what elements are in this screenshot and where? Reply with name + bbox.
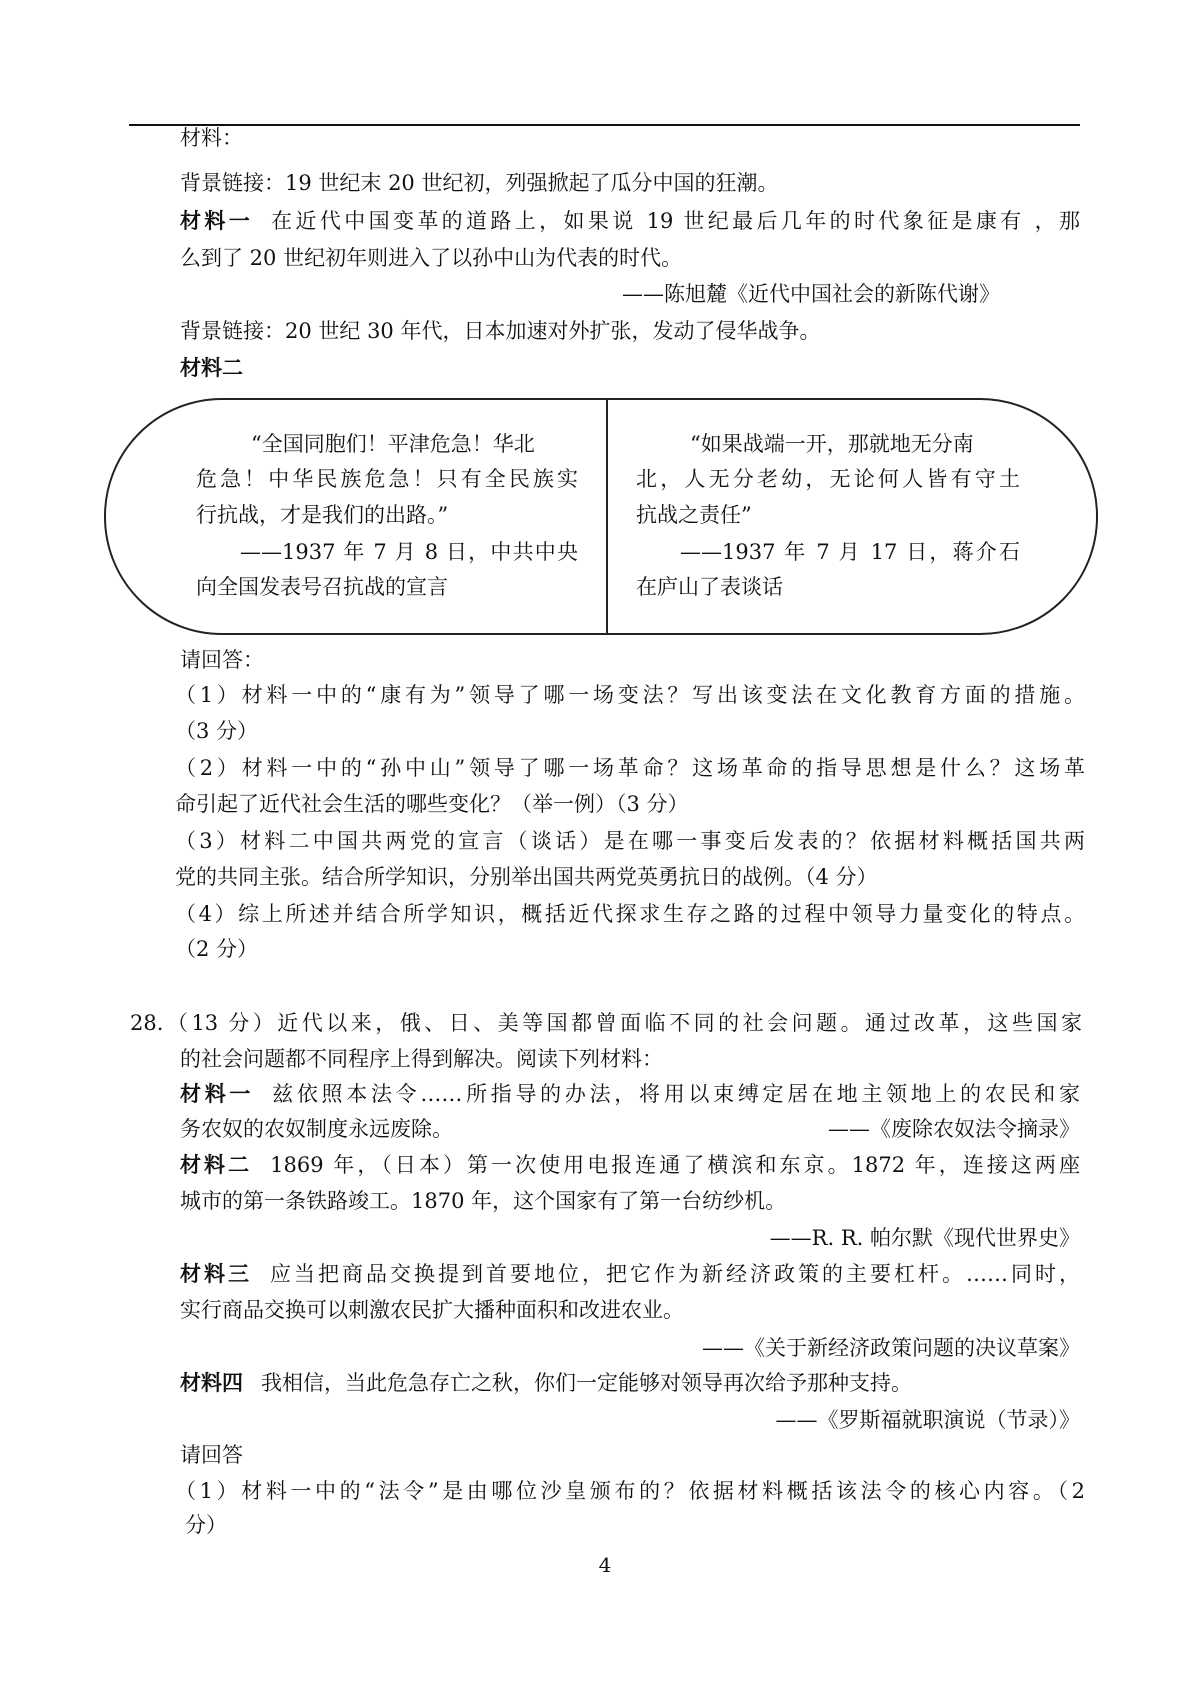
q27-material1-source <box>560 276 1000 312</box>
q27-material2-left-3 <box>240 534 578 570</box>
line-text: ——《废除农奴法令摘录》 <box>828 1117 1080 1141</box>
material-label: 材料一 <box>180 1082 255 1106</box>
q28-material2-lines-0 <box>180 1147 1080 1183</box>
q28-material1-lines-0 <box>180 1076 1080 1112</box>
q27-material2-right-3 <box>680 534 1020 570</box>
line-text: 么到了 20 世纪初年则进入了以孙中山为代表的时代。 <box>180 246 683 270</box>
line-text: 在近代中国变革的道路上，如果说 19 世纪最后几年的时代象征是康有 ，那 <box>271 209 1080 233</box>
q27-questions-1 <box>175 713 1080 749</box>
page-number: 4 <box>598 1553 612 1577</box>
line-text: （1）材料一中的“法令”是由哪位沙皇颁布的？依据材料概括该法令的核心内容。（2 <box>175 1479 1085 1503</box>
line-text: 北，人无分老幼，无论何人皆有守土 <box>636 467 1020 491</box>
material-label: 材料三 <box>180 1262 252 1286</box>
line-text: ——《罗斯福就职演说（节录）》 <box>775 1408 1080 1432</box>
line-text: （4）综上所述并结合所学知识，概括近代探求生存之路的过程中领导力量变化的特点。 <box>175 902 1085 926</box>
line-text: 抗战之责任” <box>636 503 752 527</box>
line-text: 危急！中华民族危急！只有全民族实 <box>196 467 578 491</box>
line-text: 的社会问题都不同程序上得到解决。阅读下列材料： <box>180 1047 663 1071</box>
line-text: 背景链接：20 世纪 30 年代，日本加速对外扩张，发动了侵华战争。 <box>180 319 821 343</box>
q27-material2-right-1 <box>636 461 1020 497</box>
q27-material2-left-2 <box>196 497 578 533</box>
q27-material2-left-1 <box>196 461 578 497</box>
line-text: 务农奴的农奴制度永远废除。 <box>180 1117 453 1141</box>
line-text: 在庐山了表谈话 <box>636 575 783 599</box>
q27-questions-5 <box>175 859 1080 895</box>
q27-materials_heading <box>180 120 1080 156</box>
q28-material2-lines-1 <box>180 1183 1080 1219</box>
line-text: （2）材料一中的“孙中山”领导了哪一场革命？这场革命的指导思想是什么？这场革 <box>175 756 1085 780</box>
q27-background1 <box>180 165 1080 201</box>
q27-questions-7 <box>175 931 1080 967</box>
q27-material2-left-4 <box>196 569 578 605</box>
material-label: 材料四 <box>180 1371 243 1395</box>
q27-questions-4 <box>175 823 1085 859</box>
q27-material2-right-4 <box>636 569 1020 605</box>
line-text: 材料二 <box>180 356 243 380</box>
q27-questions-3 <box>175 786 1080 822</box>
line-text: 向全国发表号召抗战的宣言 <box>196 575 448 599</box>
line-text: （2 分） <box>175 937 259 961</box>
q28-material3-source <box>600 1330 1080 1366</box>
q28-intro-1 <box>180 1041 1080 1077</box>
material1-line <box>180 203 1080 239</box>
q27-questions-0 <box>175 677 1085 713</box>
q27-material2-left-0 <box>251 426 578 462</box>
q27-material2-label <box>180 350 1080 386</box>
q28-questions-1 <box>185 1507 1080 1543</box>
q27-material2-right-0 <box>690 426 1020 462</box>
q28-material4-source <box>600 1402 1080 1438</box>
line-text: ——1937 年 7 月 17 日，蒋介石 <box>680 540 1020 564</box>
q27-prompt <box>180 642 1080 678</box>
line-text: 分） <box>185 1513 227 1537</box>
q28-intro-0 <box>130 1005 1082 1041</box>
material-label: 材料二 <box>180 1153 253 1177</box>
q28-material1-source <box>700 1111 1080 1147</box>
q28-questions-0 <box>175 1473 1085 1509</box>
q27-background2 <box>180 313 1080 349</box>
line-text: ——《关于新经济政策问题的决议草案》 <box>702 1336 1080 1360</box>
line-text: “如果战端一开，那就地无分南 <box>690 432 974 456</box>
line-text: 兹依照本法令……所指导的办法，将用以束缚定居在地主领地上的农民和家 <box>272 1082 1081 1106</box>
q28-material3-lines-1 <box>180 1292 1080 1328</box>
line-text: ——陈旭麓《近代中国社会的新陈代谢》 <box>622 282 1000 306</box>
q27-questions-6 <box>175 896 1085 932</box>
line-text: 请回答 <box>180 1443 243 1467</box>
line-text: 行抗战，才是我们的出路。” <box>196 503 449 527</box>
line-text: ——1937 年 7 月 8 日，中共中央 <box>240 540 578 564</box>
line-text: （3 分） <box>175 719 259 743</box>
q27-material2-right-2 <box>636 497 1020 533</box>
q28-material4-lines-0 <box>180 1365 1080 1401</box>
line-text: 材料： <box>180 126 243 150</box>
line-text: 1869 年，（日本）第一次使用电报连通了横滨和东京。1872 年，连接这两座 <box>270 1153 1080 1177</box>
line-text: 实行商品交换可以刺激农民扩大播种面积和改进农业。 <box>180 1298 684 1322</box>
line-text: 命引起了近代社会生活的哪些变化？（举一例）（3 分） <box>175 792 689 816</box>
line-text: （3）材料二中国共两党的宣言（谈话）是在哪一事变后发表的？依据材料概括国共两 <box>175 829 1085 853</box>
q27-material1-lines-1 <box>180 240 1080 276</box>
quote-box-divider <box>606 398 608 635</box>
line-text: 城市的第一条铁路竣工。1870 年，这个国家有了第一台纺纱机。 <box>180 1189 787 1213</box>
line-text: 请回答： <box>180 648 264 672</box>
line-text: 党的共同主张。结合所学知识，分别举出国共两党英勇抗日的战例。（4 分） <box>175 865 878 889</box>
line-text: 背景链接：19 世纪末 20 世纪初，列强掀起了瓜分中国的狂潮。 <box>180 171 779 195</box>
material-label: 材料一 <box>180 209 254 233</box>
line-text: （1）材料一中的“康有为”领导了哪一场变法？写出该变法在文化教育方面的措施。 <box>175 683 1085 707</box>
line-text: 我相信，当此危急存亡之秋，你们一定能够对领导再次给予那种支持。 <box>261 1371 912 1395</box>
q28-material2-source <box>700 1220 1080 1256</box>
line-text: ——R. R. 帕尔默《现代世界史》 <box>769 1226 1080 1250</box>
q28-prompt <box>180 1437 1080 1473</box>
q27-questions-2 <box>175 750 1085 786</box>
line-text: 28.（13 分）近代以来，俄、日、美等国都曾面临不同的社会问题。通过改革，这些国家 <box>130 1011 1082 1035</box>
line-text: “全国同胞们！平津危急！华北 <box>251 432 535 456</box>
line-text: 应当把商品交换提到首要地位，把它作为新经济政策的主要杠杆。……同时， <box>270 1262 1080 1286</box>
q28-material3-lines-0 <box>180 1256 1080 1292</box>
